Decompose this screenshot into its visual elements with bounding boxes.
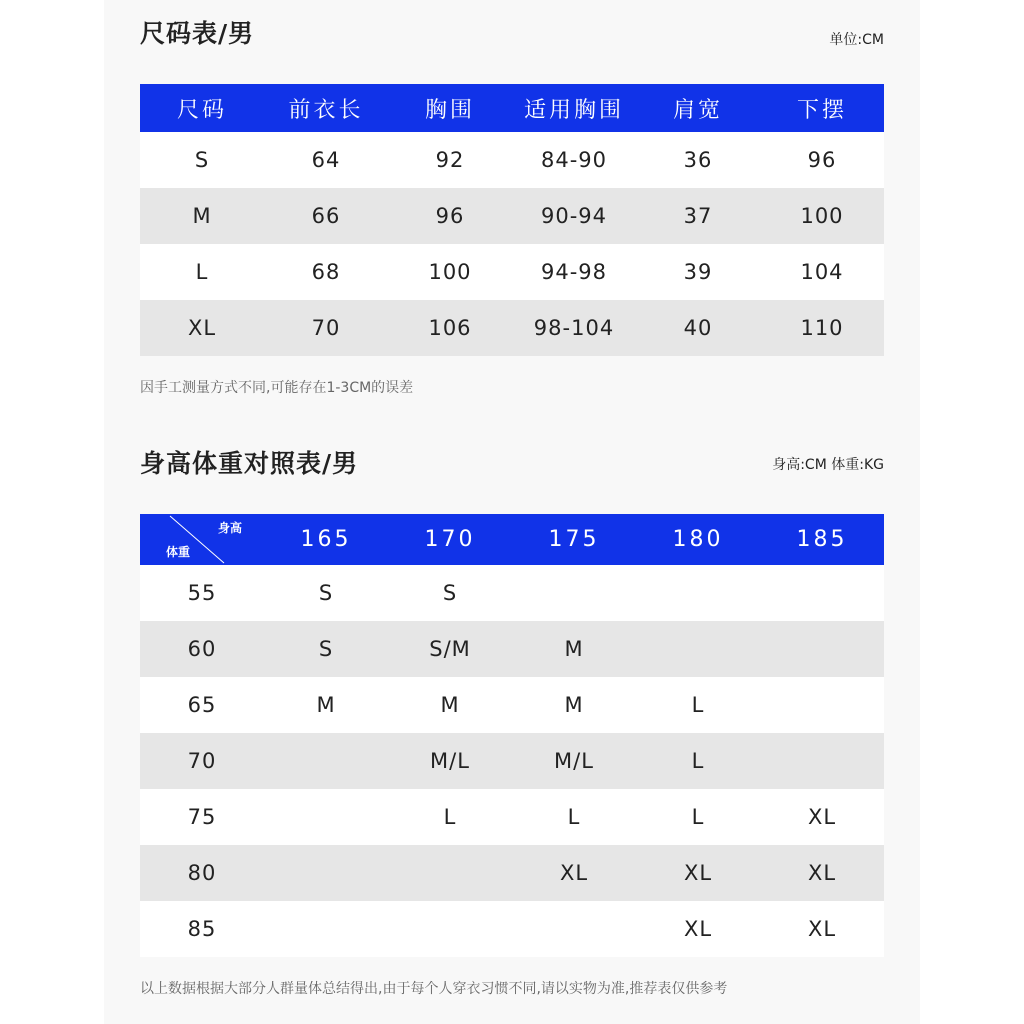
table-row [140,244,884,300]
table-cell: 70 [140,733,264,789]
table-cell: 98-104 [512,300,636,356]
table-cell [636,621,760,677]
table-cell: M/L [388,733,512,789]
table-cell: 106 [388,300,512,356]
table-cell: 40 [636,300,760,356]
table-cell: S [140,132,264,188]
table-cell: XL [140,300,264,356]
table-cell: XL [636,845,760,901]
table-cell: M [512,621,636,677]
header-height-185: 185 [760,514,884,565]
table-cell [760,565,884,621]
table-cell: M [388,677,512,733]
table-cell: 80 [140,845,264,901]
table-row [140,789,884,845]
table-cell [264,733,388,789]
table-row [140,188,884,244]
header-size: 尺码 [140,84,264,132]
hw-chart-unit: 身高:CM 体重:KG [772,457,884,473]
table-row [140,901,884,957]
size-chart-note: 因手工测量方式不同,可能存在1-3CM的误差 [140,380,414,396]
table-cell [760,677,884,733]
corner-height-label: 身高 [217,521,242,535]
table-cell: XL [636,901,760,957]
table-cell: M/L [512,733,636,789]
header-hem: 下摆 [760,84,884,132]
header-height-175: 175 [512,514,636,565]
table-cell [264,901,388,957]
size-chart-table [140,84,884,356]
table-row [140,132,884,188]
table-cell: 65 [140,677,264,733]
table-cell [512,565,636,621]
hw-chart-note: 以上数据根据大部分人群量体总结得出,由于每个人穿衣习惯不同,请以实物为准,推荐表仅供参考 [140,981,728,997]
header-fit-chest: 适用胸围 [512,84,636,132]
table-cell: 85 [140,901,264,957]
table-cell: 100 [388,244,512,300]
table-cell [760,621,884,677]
table-cell [388,845,512,901]
corner-weight-label: 体重 [166,545,191,559]
header-shoulder: 肩宽 [636,84,760,132]
table-cell: L [512,789,636,845]
table-cell: L [636,733,760,789]
table-cell: 60 [140,621,264,677]
header-chest: 胸围 [388,84,512,132]
table-cell [636,565,760,621]
table-cell: 100 [760,188,884,244]
table-cell: 68 [264,244,388,300]
table-cell: M [264,677,388,733]
table-cell [760,733,884,789]
table-cell: 64 [264,132,388,188]
size-chart-unit: 单位:CM [829,32,884,48]
size-chart-title: 尺码表/男 [140,19,255,48]
table-row [140,300,884,356]
table-cell: 37 [636,188,760,244]
size-chart-header-row [140,84,884,132]
table-cell [388,901,512,957]
header-front-length: 前衣长 [264,84,388,132]
table-cell [264,789,388,845]
header-height-165: 165 [264,514,388,565]
table-cell: 92 [388,132,512,188]
table-cell: 55 [140,565,264,621]
diagonal-line-icon [140,514,264,565]
table-cell: L [636,677,760,733]
table-cell: 36 [636,132,760,188]
table-row [140,845,884,901]
table-cell: M [512,677,636,733]
table-cell: 96 [388,188,512,244]
header-height-180: 180 [636,514,760,565]
table-cell: S [388,565,512,621]
header-height-170: 170 [388,514,512,565]
table-cell: M [140,188,264,244]
table-cell: 104 [760,244,884,300]
table-cell: 39 [636,244,760,300]
table-cell: S [264,565,388,621]
table-row [140,677,884,733]
table-cell: XL [760,789,884,845]
table-cell: L [388,789,512,845]
table-row [140,733,884,789]
table-cell: L [140,244,264,300]
table-cell: S [264,621,388,677]
table-cell: 75 [140,789,264,845]
table-cell: 94-98 [512,244,636,300]
table-cell: 66 [264,188,388,244]
table-cell: 90-94 [512,188,636,244]
hw-chart-title: 身高体重对照表/男 [140,449,359,478]
table-cell: 110 [760,300,884,356]
table-cell: 84-90 [512,132,636,188]
table-cell: 70 [264,300,388,356]
table-row [140,565,884,621]
hw-chart-table [140,514,884,957]
table-cell: 96 [760,132,884,188]
table-cell: S/M [388,621,512,677]
table-row [140,621,884,677]
page [104,0,920,1024]
table-cell [264,845,388,901]
table-cell: XL [760,901,884,957]
table-cell: L [636,789,760,845]
table-cell [512,901,636,957]
table-cell: XL [760,845,884,901]
corner-header-cell [140,514,264,565]
hw-chart-header-row [140,514,884,565]
table-cell: XL [512,845,636,901]
